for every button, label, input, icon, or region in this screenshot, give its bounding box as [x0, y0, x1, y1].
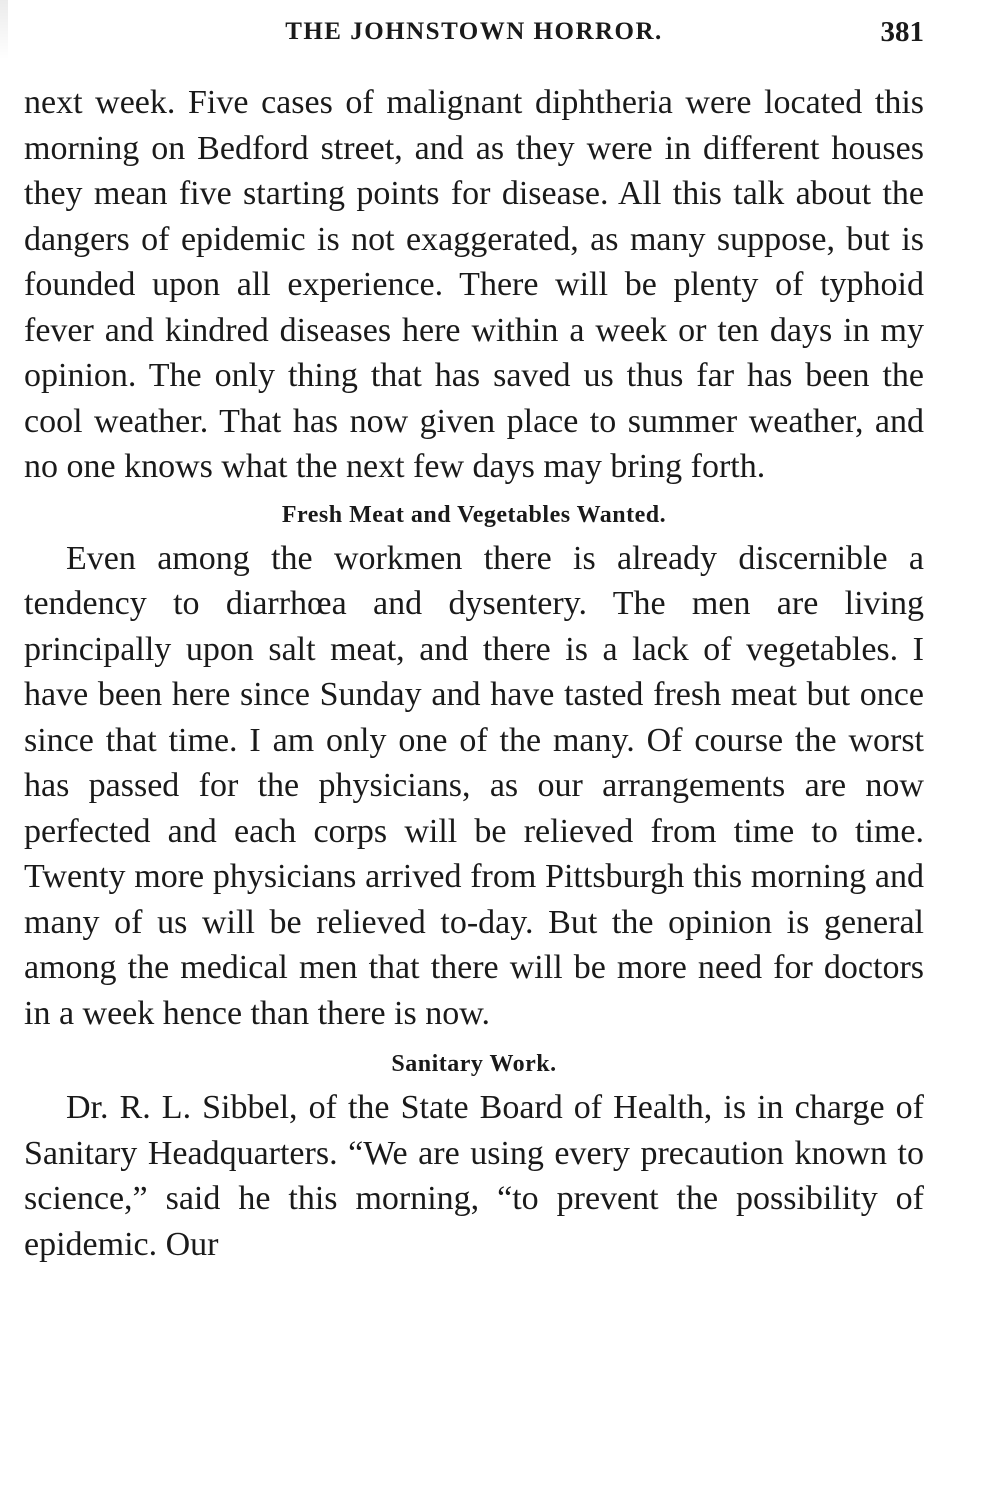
paragraph-sanitary-work: Dr. R. L. Sibbel, of the State Board of Health, is in charge of Sanitary Headquarters. “We are using every precaution known to science,” said he this morning, “to prevent the possibility of epidemic. Our: [24, 1089, 924, 1263]
body-text: [24, 80, 924, 1267]
section-heading-fresh-meat: Fresh Meat and Vegetables Wanted.: [281, 501, 667, 528]
page-number: 381: [880, 16, 924, 48]
scan-edge-shadow: [0, 0, 8, 60]
paragraph-continued: next week. Five cases of malignant diphtheria were located this morning on Bedford street, and as they were in different houses they mean five starting points for disease. All this talk about the dangers of epidemic is not exaggerated, as many suppose, but is founded upon all experience. There will be plenty of typhoid fever and kindred diseases here within a week or ten days in my opinion. The only thing that has saved us thus far has been the cool weather. That has now given place to summer weather, and no one knows what the next few days may bring forth.: [24, 84, 924, 485]
section-heading-sanitary-work: Sanitary Work.: [391, 1051, 557, 1077]
running-head: [24, 16, 924, 56]
running-title: THE JOHNSTOWN HORROR.: [285, 18, 663, 45]
paragraph-fresh-meat: Even among the workmen there is already discernible a tendency to diarrhœa and dysentery. The men are living principally upon salt meat, and there is a lack of vegetables. I have been here since Sunday and have tasted fresh meat but once since that time. I am only one of the many. Of course the worst has passed for the physicians, as our arrangements are now perfected and each corps will be relieved from time to time. Twenty more physicians arrived from Pittsburgh this morning and many of us will be relieved to-day. But the opinion is general among the medical men that there will be more need for doctors in a week hence than there is now.: [24, 539, 924, 1032]
